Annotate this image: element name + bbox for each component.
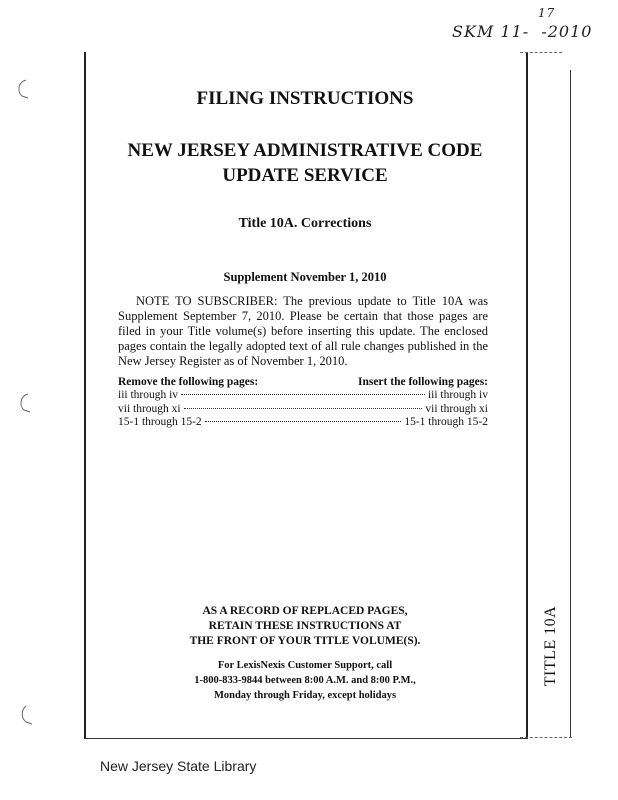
insert-pages-header: Insert the following pages: xyxy=(357,376,488,388)
handwritten-annotation xyxy=(452,6,612,46)
bottom-dashed-edge xyxy=(520,737,572,738)
code-title-line-2: UPDATE SERVICE xyxy=(222,165,388,186)
dot-leader xyxy=(205,421,402,422)
insert-range: iii through iv xyxy=(427,389,488,401)
remove-pages-header: Remove the following pages: xyxy=(118,376,259,388)
pages-table-header xyxy=(118,375,488,389)
binder-hole-mark-top xyxy=(14,78,32,100)
code-title-line-1: NEW JERSEY ADMINISTRATIVE CODE xyxy=(127,140,483,161)
dot-leader xyxy=(181,394,425,395)
record-line-2: RETAIN THESE INSTRUCTIONS AT xyxy=(208,620,402,632)
code-title xyxy=(96,138,514,188)
contact-line-3: Monday through Friday, except holidays xyxy=(213,690,397,701)
record-instructions xyxy=(96,604,514,649)
tab-edge-line xyxy=(570,70,571,738)
table-row xyxy=(118,416,488,430)
table-row xyxy=(118,403,488,417)
binder-hole-mark-bottom xyxy=(16,704,34,726)
contact-line-2: 1-800-833-9844 between 8:00 A.M. and 8:00 P.M., xyxy=(194,675,416,686)
remove-range: iii through iv xyxy=(118,389,179,401)
insert-range: 15-1 through 15-2 xyxy=(404,416,488,428)
remove-range: 15-1 through 15-2 xyxy=(118,416,202,428)
note-to-subscriber: NOTE TO SUBSCRIBER: The previous update to Title 10A was Supplement September 7, 2010. Please be certain that those pages are filed in your Title volume(s) before inserting this update. The enclosed pages contain the legally adopted text of all rule changes published in the New Jersey Register as of November 1, 2010. xyxy=(118,294,488,368)
pages-table xyxy=(118,375,488,430)
binder-hole-mark-middle xyxy=(16,392,34,414)
handwritten-text: SKM 11- -2010 xyxy=(452,22,593,41)
record-line-1: AS A RECORD OF REPLACED PAGES, xyxy=(202,605,408,617)
remove-range: vii through xi xyxy=(118,402,181,415)
handwritten-superscript: 17 xyxy=(538,6,556,20)
contact-line-1: For LexisNexis Customer Support, call xyxy=(217,660,393,671)
page-title: FILING INSTRUCTIONS xyxy=(196,88,414,109)
table-row xyxy=(118,389,488,403)
dot-leader xyxy=(184,408,423,409)
insert-range: vii through xi xyxy=(425,402,488,415)
supplement-date: Supplement November 1, 2010 xyxy=(223,270,387,284)
title-tab-label: TITLE 10A xyxy=(542,605,559,687)
record-line-3: THE FRONT OF YOUR TITLE VOLUME(S). xyxy=(189,635,421,647)
title-subject: Title 10A. Corrections xyxy=(238,216,372,231)
title-tab xyxy=(538,596,564,696)
customer-support-info xyxy=(96,658,514,703)
top-dashed-edge xyxy=(520,52,562,53)
library-stamp: New Jersey State Library xyxy=(100,758,257,774)
